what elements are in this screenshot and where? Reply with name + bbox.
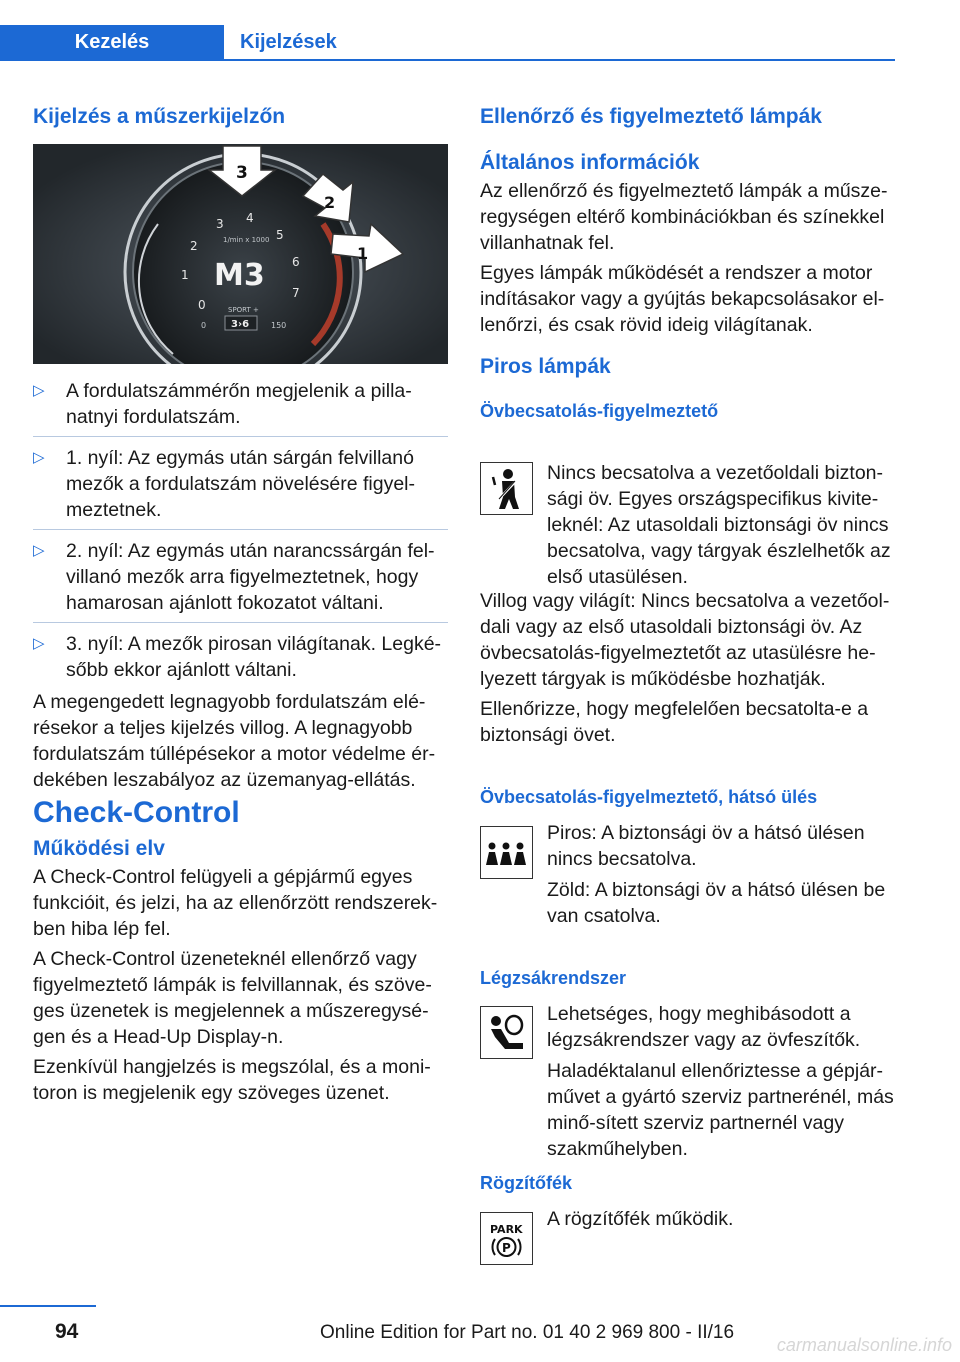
page-number: 94	[55, 1320, 79, 1343]
edition-text: Online Edition for Part no. 01 40 2 969 800 - II/16	[320, 1322, 735, 1343]
principle-title: Működési elv	[33, 837, 165, 860]
principle-paragraph-1: A Check-Control felügyeli a gépjármű egyes funkcióit, és jelzi, ha az ellenőrzött rendszerek-ben hiba lép fel.	[33, 866, 438, 940]
rpm-tick-5: 5	[276, 228, 284, 242]
bullet-text: A fordulatszámmérőn megjelenik a pilla-natnyi fordulatszám.	[66, 380, 412, 428]
seatbelt-icon	[480, 462, 533, 515]
speed-tick-0: 0	[201, 321, 207, 330]
airbag-title: Légzsákrendszer	[480, 968, 627, 988]
rpm-tick-7: 7	[292, 286, 300, 300]
rpm-tick-4: 4	[246, 211, 254, 225]
rear-paragraph-1: Piros: A biztonsági öv a hátsó ülésen nincs becsatolva.	[547, 822, 865, 870]
park-section	[480, 1170, 895, 1196]
bullet-item	[33, 378, 448, 430]
bullet-divider	[33, 622, 448, 623]
parking-brake-icon	[480, 1212, 533, 1265]
bullet-text: 2. nyíl: Az egymás után narancssárgán fel-villanó mezők arra figyelmeztetnek, hogy hamarosan ajánlott fokozatot váltani.	[66, 540, 435, 614]
bullet-item	[33, 445, 448, 523]
belt-title: Övbecsatolás-figyelmeztető	[480, 401, 719, 421]
left-body	[33, 378, 448, 797]
general-paragraph-1: Az ellenőrző és figyelmeztető lámpák a műsze-regységen eltérő kombinációkban és színekkel villanhatnak fel.	[480, 180, 888, 254]
arrow-2-label: 2	[324, 193, 336, 212]
bullet-mark: ▷	[33, 635, 45, 652]
bullet-text: 3. nyíl: A mezők pirosan világítanak. Legké-sőbb ekkor ajánlott váltani.	[66, 633, 442, 681]
bullet-mark: ▷	[33, 542, 45, 559]
svg-text:P: P	[502, 1241, 511, 1255]
airbag-paragraph-1: Lehetséges, hogy meghibásodott a légzsákrendszer vagy az övfeszítők.	[547, 1003, 861, 1051]
airbag-paragraph-2: Haladéktalanul ellenőriztesse a gépjár-művet a gyártó szerviz partnerénél, más minő-sített szerviz partnernél vagy szakműhelyben.	[547, 1060, 894, 1160]
rpm-tick-3: 3	[216, 217, 224, 231]
rpm-tick-1: 1	[181, 268, 189, 282]
rear-section	[480, 784, 895, 810]
header-tabbar	[0, 25, 895, 61]
airbag-text	[547, 1001, 897, 1057]
park-icon-label: PARK	[490, 1223, 523, 1236]
bullet-divider	[33, 529, 448, 530]
general-title: Általános információk	[480, 151, 700, 174]
general-paragraph-2: Egyes lámpák működését a rendszer a motor indításakor vagy a gyújtás bekapcsolásakor el-lenőrzi, és csak rövid ideig világítanak.	[480, 262, 885, 336]
principle-paragraph-3: Ezenkívül hangjelzés is megszólal, és a moni-toron is megjelenik egy szöveges üzenet.	[33, 1056, 431, 1104]
bullet-item	[33, 631, 448, 683]
check-control-section	[33, 796, 448, 1110]
belt-text-indented	[547, 460, 897, 590]
cluster-image	[33, 144, 448, 364]
belt-paragraph-3: Ellenőrizze, hogy megfelelően becsatolta-e a biztonsági övet.	[480, 698, 869, 746]
rear-text-2	[480, 877, 895, 933]
park-title: Rögzítőfék	[480, 1173, 572, 1193]
belt-paragraph-1a: Nincs becsatolva a vezetőoldali bizton-sági öv. Egyes országspecifikus kivite-leknél: Az utasoldali biztonsági öv nincs becsatolva, vagy tárgyak észlelhetők az első utasülésen.	[547, 462, 891, 588]
rpm-tick-0: 0	[198, 298, 206, 312]
rear-text	[547, 820, 897, 876]
red-lamps-title: Piros lámpák	[480, 355, 611, 378]
airbag-text-2	[480, 1058, 895, 1166]
park-text	[547, 1206, 897, 1236]
park-paragraph-1: A rögzítőfék működik.	[547, 1208, 734, 1230]
drive-mode: SPORT +	[228, 306, 259, 314]
bullet-mark: ▷	[33, 382, 45, 399]
footer-rule	[0, 1305, 96, 1307]
watermark: carmanualsonline.info	[776, 1335, 952, 1355]
bullet-divider	[33, 436, 448, 437]
rpm-tick-6: 6	[292, 255, 300, 269]
header-rule	[0, 59, 895, 61]
bullet-text: 1. nyíl: Az egymás után sárgán felvillanó mezők a fordulatszám növelésére figyel-meztetnek.	[66, 447, 415, 521]
arrow-3-label: 3	[236, 163, 248, 183]
arrow-1-label: 1	[357, 244, 369, 263]
belt-paragraph-2: Villog vagy világít: Nincs becsatolva a vezetőol-dali vagy az első utasoldali biztonsági öv. Az övbecsatolás-figyelmeztetőt az utasülésre he-lyezett tárgyak is működésbe hozhatják.	[480, 590, 890, 690]
left-column	[33, 104, 448, 130]
check-control-title: Check-Control	[33, 796, 240, 829]
shift-indicator: 3›6	[231, 319, 250, 330]
rear-seatbelt-icon	[480, 826, 533, 879]
principle-paragraph-2: A Check-Control üzeneteknél ellenőrző vagy figyelmeztető lámpák is felvillannak, és szöve-ges üzenetek is megjelennek a műszeregysé-gen és a Head-Up Display-n.	[33, 948, 432, 1048]
rpm-tick-2: 2	[190, 239, 198, 253]
bullet-item	[33, 538, 448, 616]
rpm-unit: 1/min x 1000	[223, 236, 270, 244]
speed-tick-150: 150	[271, 321, 287, 330]
airbag-icon	[480, 1006, 533, 1059]
right-column	[480, 104, 895, 424]
airbag-section	[480, 965, 895, 991]
gear-display: M3	[214, 258, 265, 293]
section-title: Kijelzés a műszerkijelzőn	[33, 105, 286, 128]
cluster-illustration	[33, 144, 448, 364]
rear-paragraph-2: Zöld: A biztonsági öv a hátsó ülésen be van csatolva.	[547, 879, 886, 927]
lamps-title: Ellenőrző és figyelmeztető lámpák	[480, 105, 822, 128]
tab-kijelzesek[interactable]: Kijelzések	[240, 31, 337, 53]
belt-text-body	[480, 588, 895, 752]
bullet-mark: ▷	[33, 449, 45, 466]
rpm-limit-paragraph: A megengedett legnagyobb fordulatszám elé-résekor a teljes kijelzés villog. A legnagyobb fordulatszám túllépésekor a motor védelme ér-dekében leszabályoz az üzemanyag-ellátás.	[33, 691, 436, 791]
tab-kezeles[interactable]: Kezelés	[0, 25, 224, 59]
rear-title: Övbecsatolás-figyelmeztető, hátsó ülés	[480, 787, 818, 807]
